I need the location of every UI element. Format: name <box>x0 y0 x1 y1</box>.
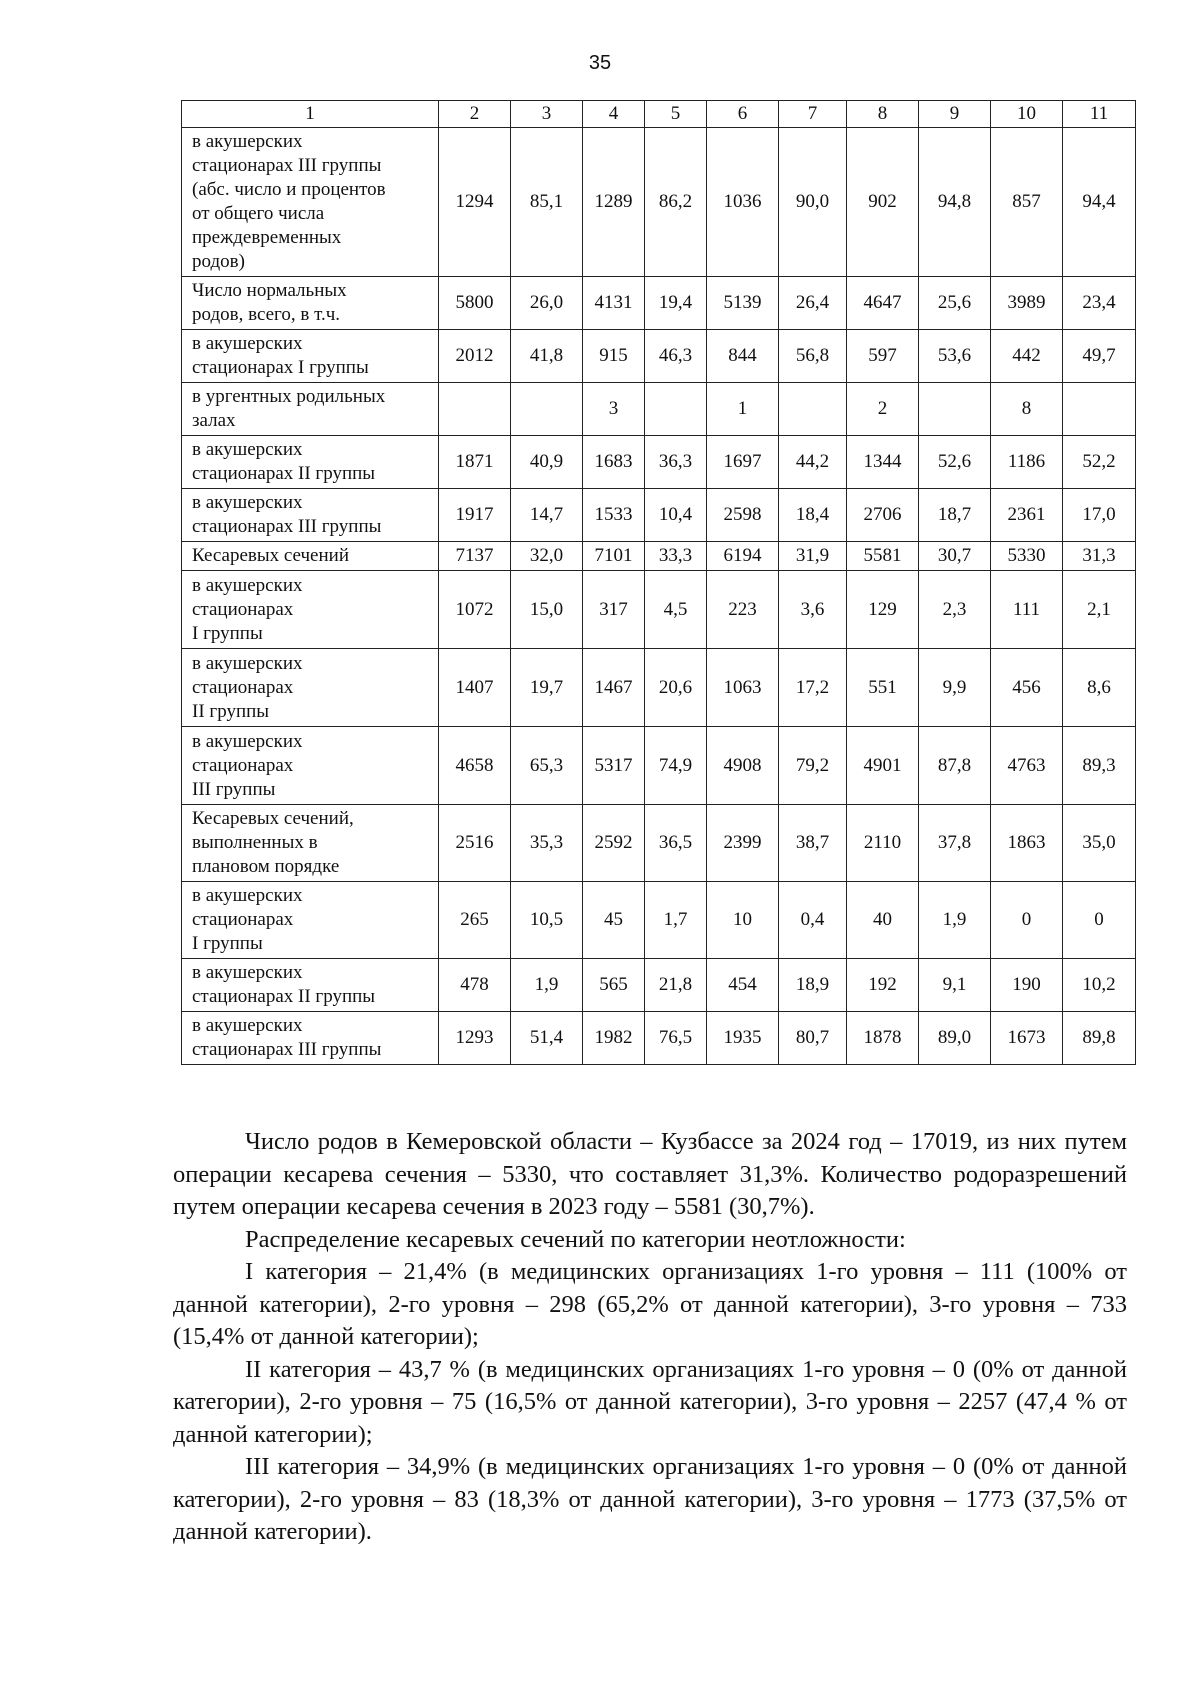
table-cell: 1186 <box>991 436 1063 489</box>
table-cell: 30,7 <box>919 542 991 571</box>
statistics-table <box>181 100 1136 1065</box>
table-cell: 857 <box>991 128 1063 277</box>
table-cell: 33,3 <box>645 542 707 571</box>
table-cell: 915 <box>583 330 645 383</box>
table-cell: 4763 <box>991 727 1063 805</box>
table-cell: 4,5 <box>645 571 707 649</box>
table-cell: 80,7 <box>779 1012 847 1065</box>
paragraph: I категория – 21,4% (в медицинских организациях 1-го уровня – 111 (100% от данной категории), 2-го уровня – 298 (65,2% от данной категории), 3-го уровня – 733 (15,4% от данной категории); <box>173 1258 1127 1350</box>
table-cell: 1063 <box>707 649 779 727</box>
table-cell: 10,2 <box>1063 959 1136 1012</box>
table-cell: 0 <box>991 882 1063 959</box>
table-cell: 35,0 <box>1063 805 1136 882</box>
table-cell: 9,1 <box>919 959 991 1012</box>
table-cell: 38,7 <box>779 805 847 882</box>
table-cell: 1673 <box>991 1012 1063 1065</box>
table-cell: 31,9 <box>779 542 847 571</box>
table-cell: 1533 <box>583 489 645 542</box>
table-header-row <box>182 101 1136 128</box>
table-cell: 89,3 <box>1063 727 1136 805</box>
table-cell: 26,4 <box>779 277 847 330</box>
page-number: 35 <box>588 52 612 74</box>
table-cell: 85,1 <box>511 128 583 277</box>
table-row <box>182 489 1136 542</box>
table-cell: 44,2 <box>779 436 847 489</box>
table-cell: 10,5 <box>511 882 583 959</box>
table-cell: 2598 <box>707 489 779 542</box>
table-cell: 1871 <box>439 436 511 489</box>
table-cell: 19,4 <box>645 277 707 330</box>
row-label: в акушерских стационарах III группы <box>182 489 439 542</box>
column-header: 3 <box>511 101 583 128</box>
table-cell: 1917 <box>439 489 511 542</box>
table-cell: 36,5 <box>645 805 707 882</box>
table-cell: 1467 <box>583 649 645 727</box>
table-row <box>182 436 1136 489</box>
table-cell: 15,0 <box>511 571 583 649</box>
table-cell: 87,8 <box>919 727 991 805</box>
table-cell: 53,6 <box>919 330 991 383</box>
table-cell: 5581 <box>847 542 919 571</box>
table-cell: 4647 <box>847 277 919 330</box>
table-cell: 8 <box>991 383 1063 436</box>
row-label: в акушерских стационарах II группы <box>182 959 439 1012</box>
table-cell: 4908 <box>707 727 779 805</box>
table-cell: 3,6 <box>779 571 847 649</box>
body-text <box>173 1126 1127 1549</box>
column-header: 1 <box>182 101 439 128</box>
table-cell: 223 <box>707 571 779 649</box>
table-row <box>182 383 1136 436</box>
table-row <box>182 959 1136 1012</box>
table-cell: 10,4 <box>645 489 707 542</box>
table-cell: 79,2 <box>779 727 847 805</box>
table-cell <box>1063 383 1136 436</box>
table-cell: 36,3 <box>645 436 707 489</box>
row-label: Кесаревых сечений, выполненных в плановом порядке <box>182 805 439 882</box>
table-cell: 478 <box>439 959 511 1012</box>
table-row <box>182 571 1136 649</box>
table-cell: 25,6 <box>919 277 991 330</box>
table-cell: 2399 <box>707 805 779 882</box>
table-cell: 19,7 <box>511 649 583 727</box>
table-cell: 41,8 <box>511 330 583 383</box>
table-cell: 4131 <box>583 277 645 330</box>
table-cell: 1072 <box>439 571 511 649</box>
column-header: 4 <box>583 101 645 128</box>
table-cell: 1407 <box>439 649 511 727</box>
table-row <box>182 882 1136 959</box>
column-header: 11 <box>1063 101 1136 128</box>
table-cell: 90,0 <box>779 128 847 277</box>
table-cell: 129 <box>847 571 919 649</box>
column-header: 8 <box>847 101 919 128</box>
table-cell: 21,8 <box>645 959 707 1012</box>
paragraph: III категория – 34,9% (в медицинских организациях 1-го уровня – 0 (0% от данной категории), 2-го уровня – 83 (18,3% от данной категории), 3-го уровня – 1773 (37,5% от данной категории). <box>173 1453 1127 1545</box>
table-cell: 18,4 <box>779 489 847 542</box>
table-cell: 40 <box>847 882 919 959</box>
table-cell: 31,3 <box>1063 542 1136 571</box>
table-cell: 192 <box>847 959 919 1012</box>
table-cell <box>645 383 707 436</box>
table-cell <box>511 383 583 436</box>
table-cell: 902 <box>847 128 919 277</box>
table-cell: 18,7 <box>919 489 991 542</box>
table-cell: 1935 <box>707 1012 779 1065</box>
table-cell: 2361 <box>991 489 1063 542</box>
table-cell: 89,0 <box>919 1012 991 1065</box>
table-row <box>182 649 1136 727</box>
paragraph: Число родов в Кемеровской области – Кузбассе за 2024 год – 17019, из них путем операции кесарева сечения – 5330, что составляет 31,3%. Количество родоразрешений путем операции кесарева сечения в 2023 году – 5581 (30,7%). <box>173 1128 1127 1220</box>
table-cell: 1036 <box>707 128 779 277</box>
column-header: 7 <box>779 101 847 128</box>
table-cell: 35,3 <box>511 805 583 882</box>
row-label: в акушерских стационарах III группы (абс. число и процентов от общего числа преждевременных родов) <box>182 128 439 277</box>
table-cell: 2,3 <box>919 571 991 649</box>
table-cell: 7101 <box>583 542 645 571</box>
table-row <box>182 128 1136 277</box>
table-cell: 94,4 <box>1063 128 1136 277</box>
table-cell: 265 <box>439 882 511 959</box>
table-cell: 49,7 <box>1063 330 1136 383</box>
table-cell: 17,0 <box>1063 489 1136 542</box>
table-cell: 46,3 <box>645 330 707 383</box>
column-header: 10 <box>991 101 1063 128</box>
table-row <box>182 1012 1136 1065</box>
table-cell: 56,8 <box>779 330 847 383</box>
row-label: в ургентных родильных залах <box>182 383 439 436</box>
table-cell: 442 <box>991 330 1063 383</box>
table-cell: 52,2 <box>1063 436 1136 489</box>
row-label: Кесаревых сечений <box>182 542 439 571</box>
table-cell: 1,9 <box>511 959 583 1012</box>
table-cell: 8,6 <box>1063 649 1136 727</box>
table-cell: 7137 <box>439 542 511 571</box>
table-cell: 23,4 <box>1063 277 1136 330</box>
table-cell: 551 <box>847 649 919 727</box>
column-header: 6 <box>707 101 779 128</box>
table-cell: 597 <box>847 330 919 383</box>
table-cell: 10 <box>707 882 779 959</box>
table-cell: 26,0 <box>511 277 583 330</box>
table-cell: 1982 <box>583 1012 645 1065</box>
table-cell: 4901 <box>847 727 919 805</box>
table-cell: 1,7 <box>645 882 707 959</box>
column-header: 2 <box>439 101 511 128</box>
table-cell: 1683 <box>583 436 645 489</box>
table-cell: 6194 <box>707 542 779 571</box>
table-cell: 454 <box>707 959 779 1012</box>
table-cell: 1289 <box>583 128 645 277</box>
table-cell: 5139 <box>707 277 779 330</box>
table-cell: 9,9 <box>919 649 991 727</box>
table-cell <box>439 383 511 436</box>
table-cell: 2 <box>847 383 919 436</box>
table-cell: 1697 <box>707 436 779 489</box>
table-cell: 20,6 <box>645 649 707 727</box>
table-row <box>182 542 1136 571</box>
table-cell: 1878 <box>847 1012 919 1065</box>
row-label: в акушерских стационарах I группы <box>182 330 439 383</box>
column-header: 9 <box>919 101 991 128</box>
table-cell: 51,4 <box>511 1012 583 1065</box>
row-label: в акушерских стационарах II группы <box>182 649 439 727</box>
table-cell: 40,9 <box>511 436 583 489</box>
row-label: в акушерских стационарах I группы <box>182 882 439 959</box>
row-label: в акушерских стационарах II группы <box>182 436 439 489</box>
table-row <box>182 277 1136 330</box>
table-cell: 3989 <box>991 277 1063 330</box>
table-cell: 89,8 <box>1063 1012 1136 1065</box>
table-cell: 18,9 <box>779 959 847 1012</box>
table-cell: 456 <box>991 649 1063 727</box>
row-label: в акушерских стационарах III группы <box>182 1012 439 1065</box>
table-cell: 17,2 <box>779 649 847 727</box>
table-cell: 2,1 <box>1063 571 1136 649</box>
table-row <box>182 727 1136 805</box>
row-label: в акушерских стационарах I группы <box>182 571 439 649</box>
table-cell: 1344 <box>847 436 919 489</box>
paragraph: Распределение кесаревых сечений по категории неотложности: <box>245 1225 906 1253</box>
table-cell: 0 <box>1063 882 1136 959</box>
table-cell: 5330 <box>991 542 1063 571</box>
table-cell: 52,6 <box>919 436 991 489</box>
table-cell: 2012 <box>439 330 511 383</box>
table-cell: 1,9 <box>919 882 991 959</box>
table-cell: 317 <box>583 571 645 649</box>
table-cell: 844 <box>707 330 779 383</box>
table-cell: 111 <box>991 571 1063 649</box>
table-cell: 190 <box>991 959 1063 1012</box>
table-cell: 1863 <box>991 805 1063 882</box>
table-cell: 94,8 <box>919 128 991 277</box>
table-cell: 86,2 <box>645 128 707 277</box>
table-cell: 2110 <box>847 805 919 882</box>
table-cell: 1294 <box>439 128 511 277</box>
row-label: в акушерских стационарах III группы <box>182 727 439 805</box>
table-cell: 5800 <box>439 277 511 330</box>
table-cell: 5317 <box>583 727 645 805</box>
table-row <box>182 805 1136 882</box>
table-cell: 2706 <box>847 489 919 542</box>
table-cell: 74,9 <box>645 727 707 805</box>
table-cell: 37,8 <box>919 805 991 882</box>
paragraph: II категория – 43,7 % (в медицинских организациях 1-го уровня – 0 (0% от данной категории), 2-го уровня – 75 (16,5% от данной категории), 3-го уровня – 2257 (47,4 % от данной категории); <box>173 1355 1127 1448</box>
table-cell: 65,3 <box>511 727 583 805</box>
table-cell: 1293 <box>439 1012 511 1065</box>
row-label: Число нормальных родов, всего, в т.ч. <box>182 277 439 330</box>
table-cell: 0,4 <box>779 882 847 959</box>
table-cell: 1 <box>707 383 779 436</box>
table-cell: 14,7 <box>511 489 583 542</box>
table-cell: 3 <box>583 383 645 436</box>
table-cell: 32,0 <box>511 542 583 571</box>
table-cell: 45 <box>583 882 645 959</box>
table-cell: 2592 <box>583 805 645 882</box>
column-header: 5 <box>645 101 707 128</box>
table-cell: 565 <box>583 959 645 1012</box>
table-cell <box>779 383 847 436</box>
table-cell: 2516 <box>439 805 511 882</box>
table-cell <box>919 383 991 436</box>
table-row <box>182 330 1136 383</box>
table-cell: 76,5 <box>645 1012 707 1065</box>
table-cell: 4658 <box>439 727 511 805</box>
